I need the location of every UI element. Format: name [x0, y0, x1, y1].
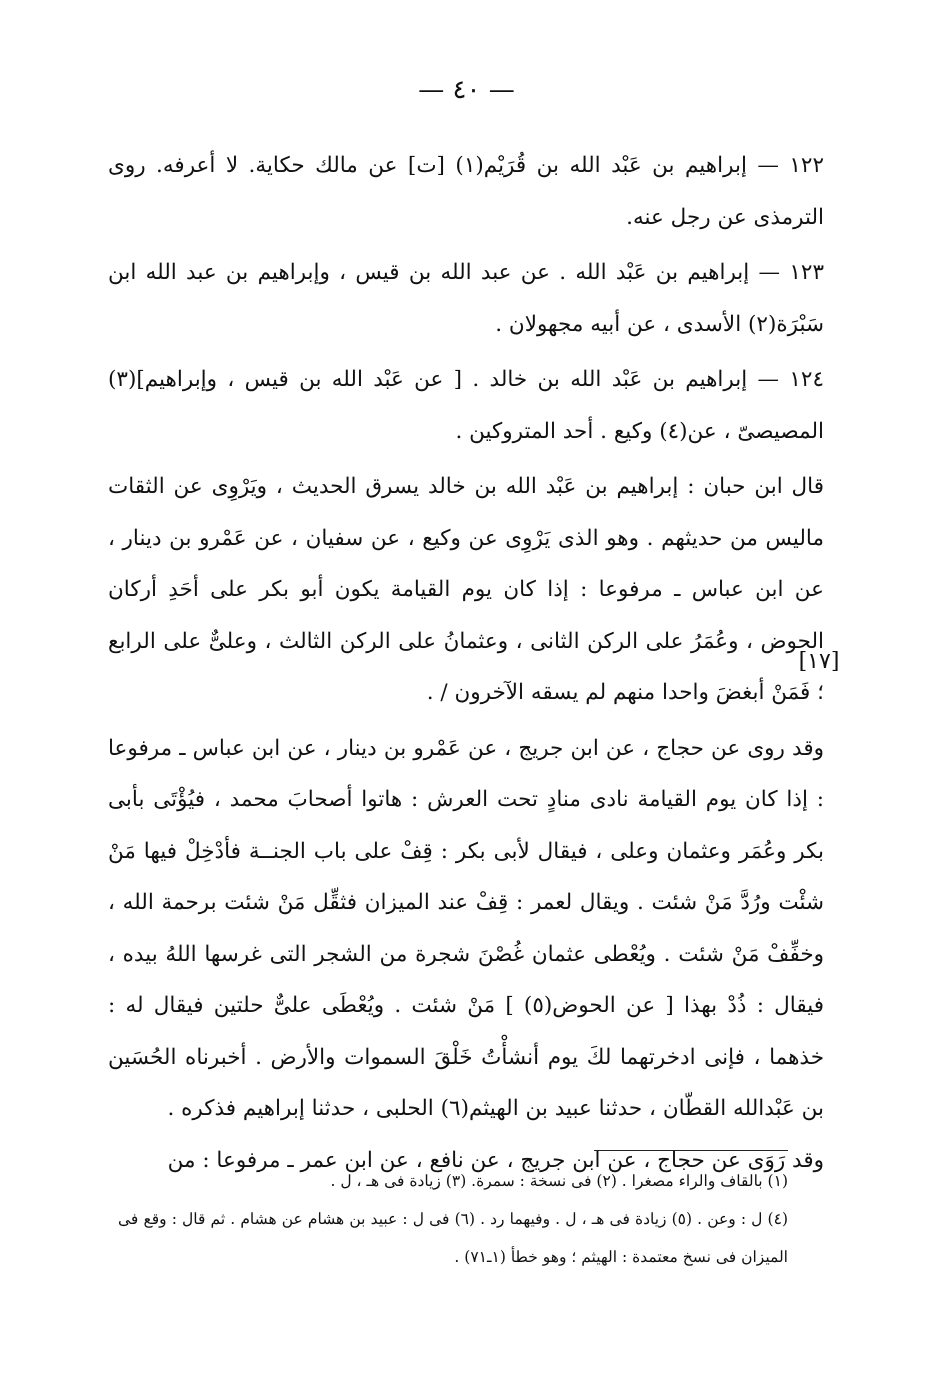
manuscript-folio-marker: [١٧] — [798, 649, 840, 674]
footnote-line: (٤) ل : وعن . (٥) زيادة فى هـ ، ل . وفيهما رد . (٦) فى ل : عبيد بن هشام عن هشام . ثم قال : وقع فى الميزان فى نسخ معتمدة : الهيثم ؛ وهو خطأ (١ـ٧١) . — [118, 1210, 788, 1266]
main-text — [108, 140, 824, 1186]
footnotes — [118, 1162, 788, 1276]
hajjaj-narration: وقد روى عن حجاج ، عن ابن جريج ، عن عَمْرو بن دينار ، عن ابن عباس ـ مرفوعا : إذا كان يوم القيامة نادى منادٍ تحت العرش : هاتوا أصحابَ محمد ، فيُؤْتَى بأبى بكر وعُمَر وعثمان وعلى ، فيقال لأبى بكر : قِفْ على باب الجنــة فأدْخِلْ فيها مَنْ شئْت ورُدَّ مَنْ شئت . ويقال لعمر : قِفْ عند الميزان فثقِّل مَنْ شئت برحمة الله ، وخفِّفْ مَنْ شئت . ويُعْطى عثمان غُصْنَ شجرة من الشجر التى غرسها اللهُ بيده ، فيقال : ذُدْ بهذا [ عن الحوض(٥) ] مَنْ شئت . ويُعْطَى علىٌّ حلتين فيقال له : خذهما ، فإنى ادخرتهما لكَ يوم أنشأْتُ خَلْقَ السموات والأرض . أخبرناه الحُسَين بن عَبْدالله القطّان ، حدثنا عبيد بن الهيثم(٦) الحلبى ، حدثنا إبراهيم فذكره . — [108, 735, 824, 1121]
entry-123: ١٢٣ — إبراهيم بن عَبْد الله . عن عبد الله بن قيس ، وإبراهيم بن عبد الله ابن سَبْرَة(٢) الأسدى ، عن أبيه مجهولان . — [108, 260, 824, 337]
ibn-hibban-quote: قال ابن حبان : إبراهيم بن عَبْد الله بن خالد يسرق الحديث ، ويَرْوِى عن الثقات ماليس من حديثهم . وهو الذى يَرْوِى عن وكيع ، عن سفيان ، عن عَمْرو بن دينار ، عن ابن عباس ـ مرفوعا : إذا كان يوم القيامة يكون أبو بكر على أحَدِ أركان الحوض ، وعُمَرُ على الركن الثانى ، وعثمانُ على الركن الثالث ، وعلىٌّ على الرابع ؛ فَمَنْ أبغضَ واحدا منهم لم يسقه الآخرون / . — [108, 474, 824, 705]
page-number: — ٤٠ — — [418, 75, 515, 105]
footnote-rule — [594, 1150, 788, 1151]
entry-122: ١٢٢ — إبراهيم بن عَبْد الله بن قُرَيْم(١) [ت] عن مالك حكاية. لا أعرفه. روى الترمذى عن رجل عنه. — [108, 153, 824, 230]
footnote-line: (١) بالقاف والراء مصغرا . (٢) فى نسخة : سمرة. (٣) زيادة فى هـ ، ل . — [330, 1172, 788, 1190]
entry-124: ١٢٤ — إبراهيم بن عَبْد الله بن خالد . [ عن عَبْد الله بن قيس ، وإبراهيم](٣) المصيصىّ ، عن(٤) وكيع . أحد المتروكين . — [108, 367, 824, 444]
ibn-umar-narration: وقد رَوَى عن حجاج ، عن ابن جريج ، عن نافع ، عن ابن عمر ـ مرفوعا : من — [167, 1147, 824, 1173]
